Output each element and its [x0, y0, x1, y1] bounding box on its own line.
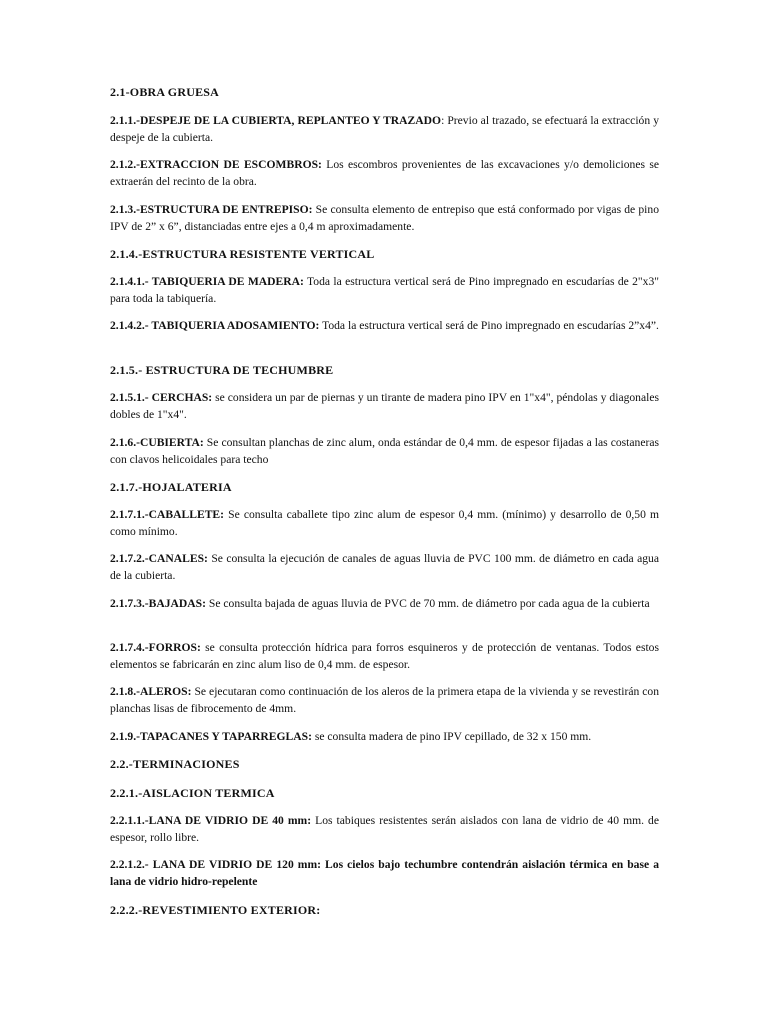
item-title: 2.1.8.-ALEROS: [110, 685, 192, 698]
item-title: 2.1.6.-CUBIERTA: [110, 436, 204, 449]
section-heading: 2.1.4.-ESTRUCTURA RESISTENTE VERTICAL [110, 247, 375, 261]
item-title: 2.1.4.2.- TABIQUERIA ADOSAMIENTO: [110, 319, 320, 332]
section-heading: 2.1-OBRA GRUESA [110, 85, 220, 99]
item-text: se consulta protección hídrica para forros esquineros y de protección de ventanas. Todos estos elementos se fabricarán en zinc alum liso de 0,4 mm. de espesor. [110, 641, 659, 671]
item-text: Se consulta elemento de entrepiso que está conformado por vigas de pino IPV de 2” x 6”, distanciadas entre ejes a 0,4 m aproximadamente. [110, 203, 659, 233]
item-title: 2.1.7.4.-FORROS: [110, 641, 201, 654]
item-title: 2.2.1.1.-LANA DE VIDRIO DE 40 mm: [110, 814, 312, 827]
item-title: 2.1.5.1.- CERCHAS: [110, 391, 213, 404]
item-text: Se consulta caballete tipo zinc alum de espesor 0,4 mm. (mínimo) y desarrollo de 0,50 m como mínimo. [110, 508, 659, 538]
spec-paragraph [110, 390, 659, 423]
item-text: se consulta madera de pino IPV cepillado, de 32 x 150 mm. [311, 730, 592, 743]
spec-paragraph [110, 813, 659, 846]
spec-paragraph [110, 551, 659, 584]
section-heading: 2.1.7.-HOJALATERIA [110, 480, 232, 494]
item-text: Los escombros provenientes de las excavaciones y/o demoliciones se extraerán del recinto de la obra. [110, 158, 659, 188]
section-heading: 2.1.5.- ESTRUCTURA DE TECHUMBRE [110, 363, 334, 377]
spec-paragraph [110, 684, 659, 717]
item-text: Toda la estructura vertical será de Pino impregnado en escudarías de 2"x3" para toda la tabiquería. [110, 275, 659, 305]
spec-paragraph [110, 435, 659, 468]
spec-paragraph [110, 729, 659, 746]
item-text: Se consulta la ejecución de canales de aguas lluvia de PVC 100 mm. de diámetro en cada agua de la cubierta. [110, 552, 659, 582]
section-heading: 2.2.1.-AISLACION TERMICA [110, 786, 275, 800]
section-heading: 2.2.2.-REVESTIMIENTO EXTERIOR: [110, 903, 321, 917]
item-title: 2.1.7.3.-BAJADAS: [110, 597, 206, 610]
item-title: 2.1.3.-ESTRUCTURA DE ENTREPISO: [110, 203, 313, 216]
item-text: Se consultan planchas de zinc alum, onda estándar de 0,4 mm. de espesor fijadas a las costaneras con clavos helicoidales para techo [110, 436, 659, 466]
item-text: se considera un par de piernas y un tirante de madera pino IPV en 1"x4", péndolas y diagonales dobles de 1"x4". [110, 391, 660, 421]
spec-paragraph [110, 113, 659, 146]
spec-paragraph [110, 640, 659, 673]
item-title: 2.1.7.1.-CABALLETE: [110, 508, 225, 521]
item-title: 2.1.2.-EXTRACCION DE ESCOMBROS: [110, 158, 322, 171]
item-text: : Previo al trazado, se efectuará la extracción y despeje de la cubierta. [110, 114, 659, 144]
item-title: 2.1.7.2.-CANALES: [110, 552, 208, 565]
item-title: 2.1.4.1.- TABIQUERIA DE MADERA: [110, 275, 304, 288]
spec-paragraph-bold: 2.2.1.2.- LANA DE VIDRIO DE 120 mm: Los cielos bajo techumbre contendrán aislación térmica en base a lana de vidrio hidro-repelente [110, 858, 659, 888]
spec-paragraph [110, 157, 659, 190]
spec-paragraph [110, 202, 659, 235]
item-title: 2.1.1.-DESPEJE DE LA CUBIERTA, REPLANTEO Y TRAZADO [110, 114, 442, 127]
item-title: 2.1.9.-TAPACANES Y TAPARREGLAS: [110, 730, 312, 743]
spec-paragraph [110, 507, 659, 540]
item-text: Los tabiques resistentes serán aislados con lana de vidrio de 40 mm. de espesor, rollo libre. [110, 814, 659, 844]
spec-paragraph [110, 596, 659, 613]
item-text: Se ejecutaran como continuación de los aleros de la primera etapa de la vivienda y se revestirán con planchas lisas de fibrocemento de 4mm. [110, 685, 659, 715]
item-text: Toda la estructura vertical será de Pino impregnado en escudarías 2”x4”. [319, 319, 659, 332]
spec-paragraph [110, 318, 659, 335]
section-heading: 2.2.-TERMINACIONES [110, 757, 240, 771]
spec-paragraph [110, 274, 659, 307]
item-text: Se consulta bajada de aguas lluvia de PVC de 70 mm. de diámetro por cada agua de la cubierta [205, 597, 650, 610]
